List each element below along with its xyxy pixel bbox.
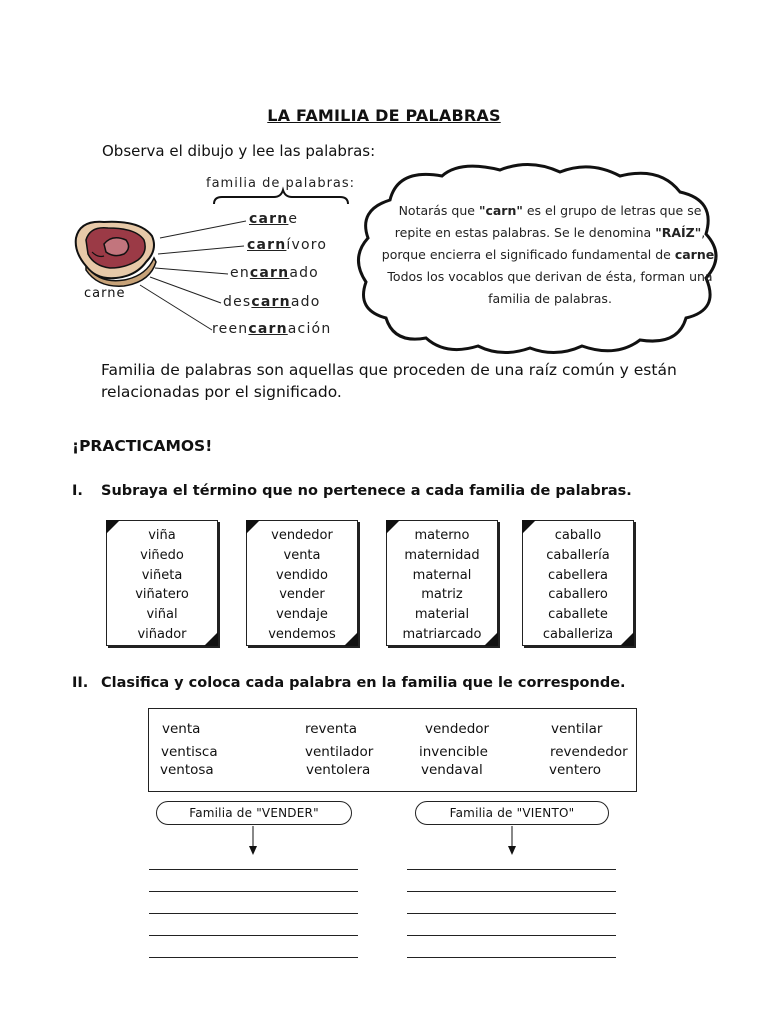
family-word-5: reencarnación (212, 321, 332, 337)
bank-word: vendedor (425, 721, 490, 737)
family-word-1: carne (249, 211, 299, 227)
bank-word: ventilador (305, 744, 374, 760)
curly-brace (214, 190, 348, 204)
box-word[interactable]: viñeta (141, 567, 183, 583)
answer-line-viento-1[interactable] (407, 869, 616, 870)
box-word[interactable]: vendaje (276, 607, 328, 623)
box-word[interactable]: material (414, 607, 470, 623)
family-box-1 (106, 520, 218, 646)
answer-line-vender-1[interactable] (149, 869, 358, 870)
family-word-2: carnívoro (247, 237, 328, 253)
word-bank (148, 708, 637, 792)
box-word[interactable]: vendido (276, 567, 328, 583)
family-word-3: encarnado (230, 265, 319, 281)
cloud-explanation: Notarás que "carn" es el grupo de letras que se repite en estas palabras. Se le denomina "RAÍZ", porque encierra el significado fundamental de carne. Todos los vocablos que derivan de ésta, forman una familia de palabras. (381, 203, 719, 306)
answer-line-viento-3[interactable] (407, 913, 616, 914)
practice-heading: ¡PRACTICAMOS! (72, 437, 213, 455)
bank-word: ventolera (306, 762, 371, 778)
arrow-down-icon (249, 826, 257, 855)
box-word[interactable]: viñal (146, 607, 178, 623)
answer-line-vender-4[interactable] (149, 935, 358, 936)
bank-word: ventosa (160, 762, 214, 778)
meat-label: carne (84, 286, 126, 301)
box-word[interactable]: viña (148, 528, 176, 543)
box-word[interactable]: materno (414, 528, 470, 543)
bank-word: venta (162, 721, 201, 737)
meat-steak-icon (76, 222, 156, 286)
family-label: familia de palabras: (206, 176, 356, 191)
box-word[interactable]: caballeriza (542, 626, 614, 642)
answer-line-viento-5[interactable] (407, 957, 616, 958)
box-word[interactable]: caballero (548, 587, 608, 603)
family-word-4: descarnado (223, 294, 321, 310)
family-box-2 (246, 520, 358, 646)
bank-word: revendedor (550, 744, 628, 760)
bank-word: ventilar (551, 721, 603, 737)
bank-word: reventa (305, 721, 357, 737)
bank-word: vendaval (421, 762, 483, 778)
box-word[interactable]: viñedo (140, 547, 184, 563)
box-word[interactable]: matriarcado (402, 626, 482, 642)
arrow-down-icon (508, 826, 516, 855)
box-word[interactable]: vender (279, 587, 325, 603)
bank-word: invencible (419, 744, 488, 760)
box-word[interactable]: maternidad (404, 547, 480, 563)
box-word[interactable]: vendedor (271, 528, 333, 543)
answer-line-vender-2[interactable] (149, 891, 358, 892)
section-2-instruction: II. Clasifica y coloca cada palabra en la familia que le corresponde. (72, 675, 626, 691)
bank-word: ventisca (161, 744, 218, 760)
box-word[interactable]: vendemos (268, 626, 336, 642)
arrows (0, 820, 768, 860)
answer-line-vender-5[interactable] (149, 957, 358, 958)
definition-text: Familia de palabras son aquellas que proceden de una raíz común y están relacionadas por el significado. (101, 361, 677, 401)
answer-line-vender-3[interactable] (149, 913, 358, 914)
box-word[interactable]: caballo (554, 528, 602, 543)
answer-line-viento-4[interactable] (407, 935, 616, 936)
family-vender-label: Familia de "VENDER" (156, 801, 352, 825)
box-word[interactable]: matriz (421, 587, 463, 603)
box-word[interactable]: caballería (546, 547, 610, 563)
family-viento-label: Familia de "VIENTO" (415, 801, 609, 825)
page-title: LA FAMILIA DE PALABRAS (267, 106, 501, 125)
box-word[interactable]: venta (283, 547, 321, 563)
family-box-4 (522, 520, 634, 646)
bank-word: ventero (549, 762, 601, 778)
box-word[interactable]: viñador (137, 626, 187, 642)
section-1-instruction: I. Subraya el término que no pertenece a cada familia de palabras. (72, 483, 632, 499)
answer-line-viento-2[interactable] (407, 891, 616, 892)
family-box-3 (386, 520, 498, 646)
box-word[interactable]: caballete (548, 607, 608, 623)
box-word[interactable]: cabellera (548, 567, 608, 583)
box-word[interactable]: viñatero (135, 587, 189, 603)
box-word[interactable]: maternal (412, 567, 472, 583)
observe-instruction: Observa el dibujo y lee las palabras: (102, 142, 376, 160)
